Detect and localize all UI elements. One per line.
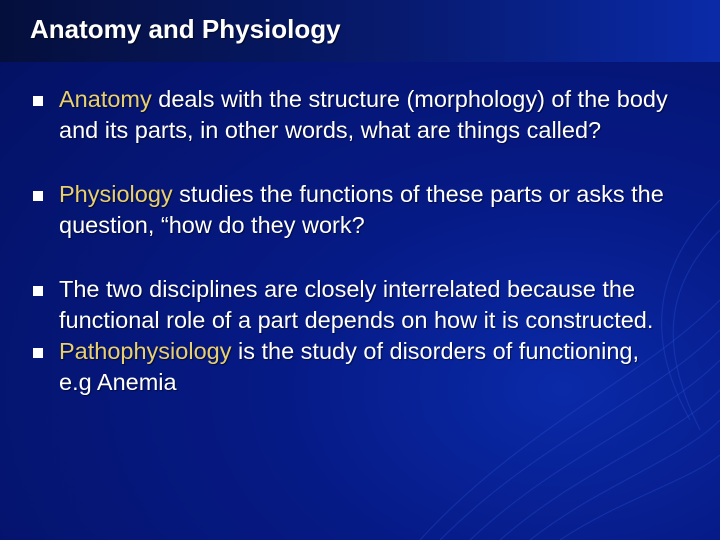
term-pathophysiology: Pathophysiology	[59, 338, 232, 364]
bullet-item-anatomy	[30, 84, 670, 146]
square-bullet-icon	[33, 191, 43, 201]
slide-title: Anatomy and Physiology	[30, 14, 341, 44]
bullet-text: is the study of disorders of functioning, e.g Anemia	[59, 338, 640, 395]
bullet-item-disciplines	[30, 274, 670, 336]
bullet-item-pathophysiology	[30, 336, 670, 398]
bullet-text: deals with the structure (morphology) of the body and its parts, in other words, what are things called?	[59, 86, 668, 143]
square-bullet-icon	[33, 348, 43, 358]
term-anatomy: Anatomy	[59, 86, 152, 112]
square-bullet-icon	[33, 96, 43, 106]
bullet-item-physiology	[30, 179, 670, 241]
bullet-text: studies the functions of these parts or asks the question, “how do they work?	[59, 181, 664, 238]
bullet-list	[30, 84, 670, 398]
bullet-text: The two disciplines are closely interrelated because the functional role of a part depends on how it is constructed.	[59, 276, 654, 333]
term-physiology: Physiology	[59, 181, 173, 207]
square-bullet-icon	[33, 286, 43, 296]
